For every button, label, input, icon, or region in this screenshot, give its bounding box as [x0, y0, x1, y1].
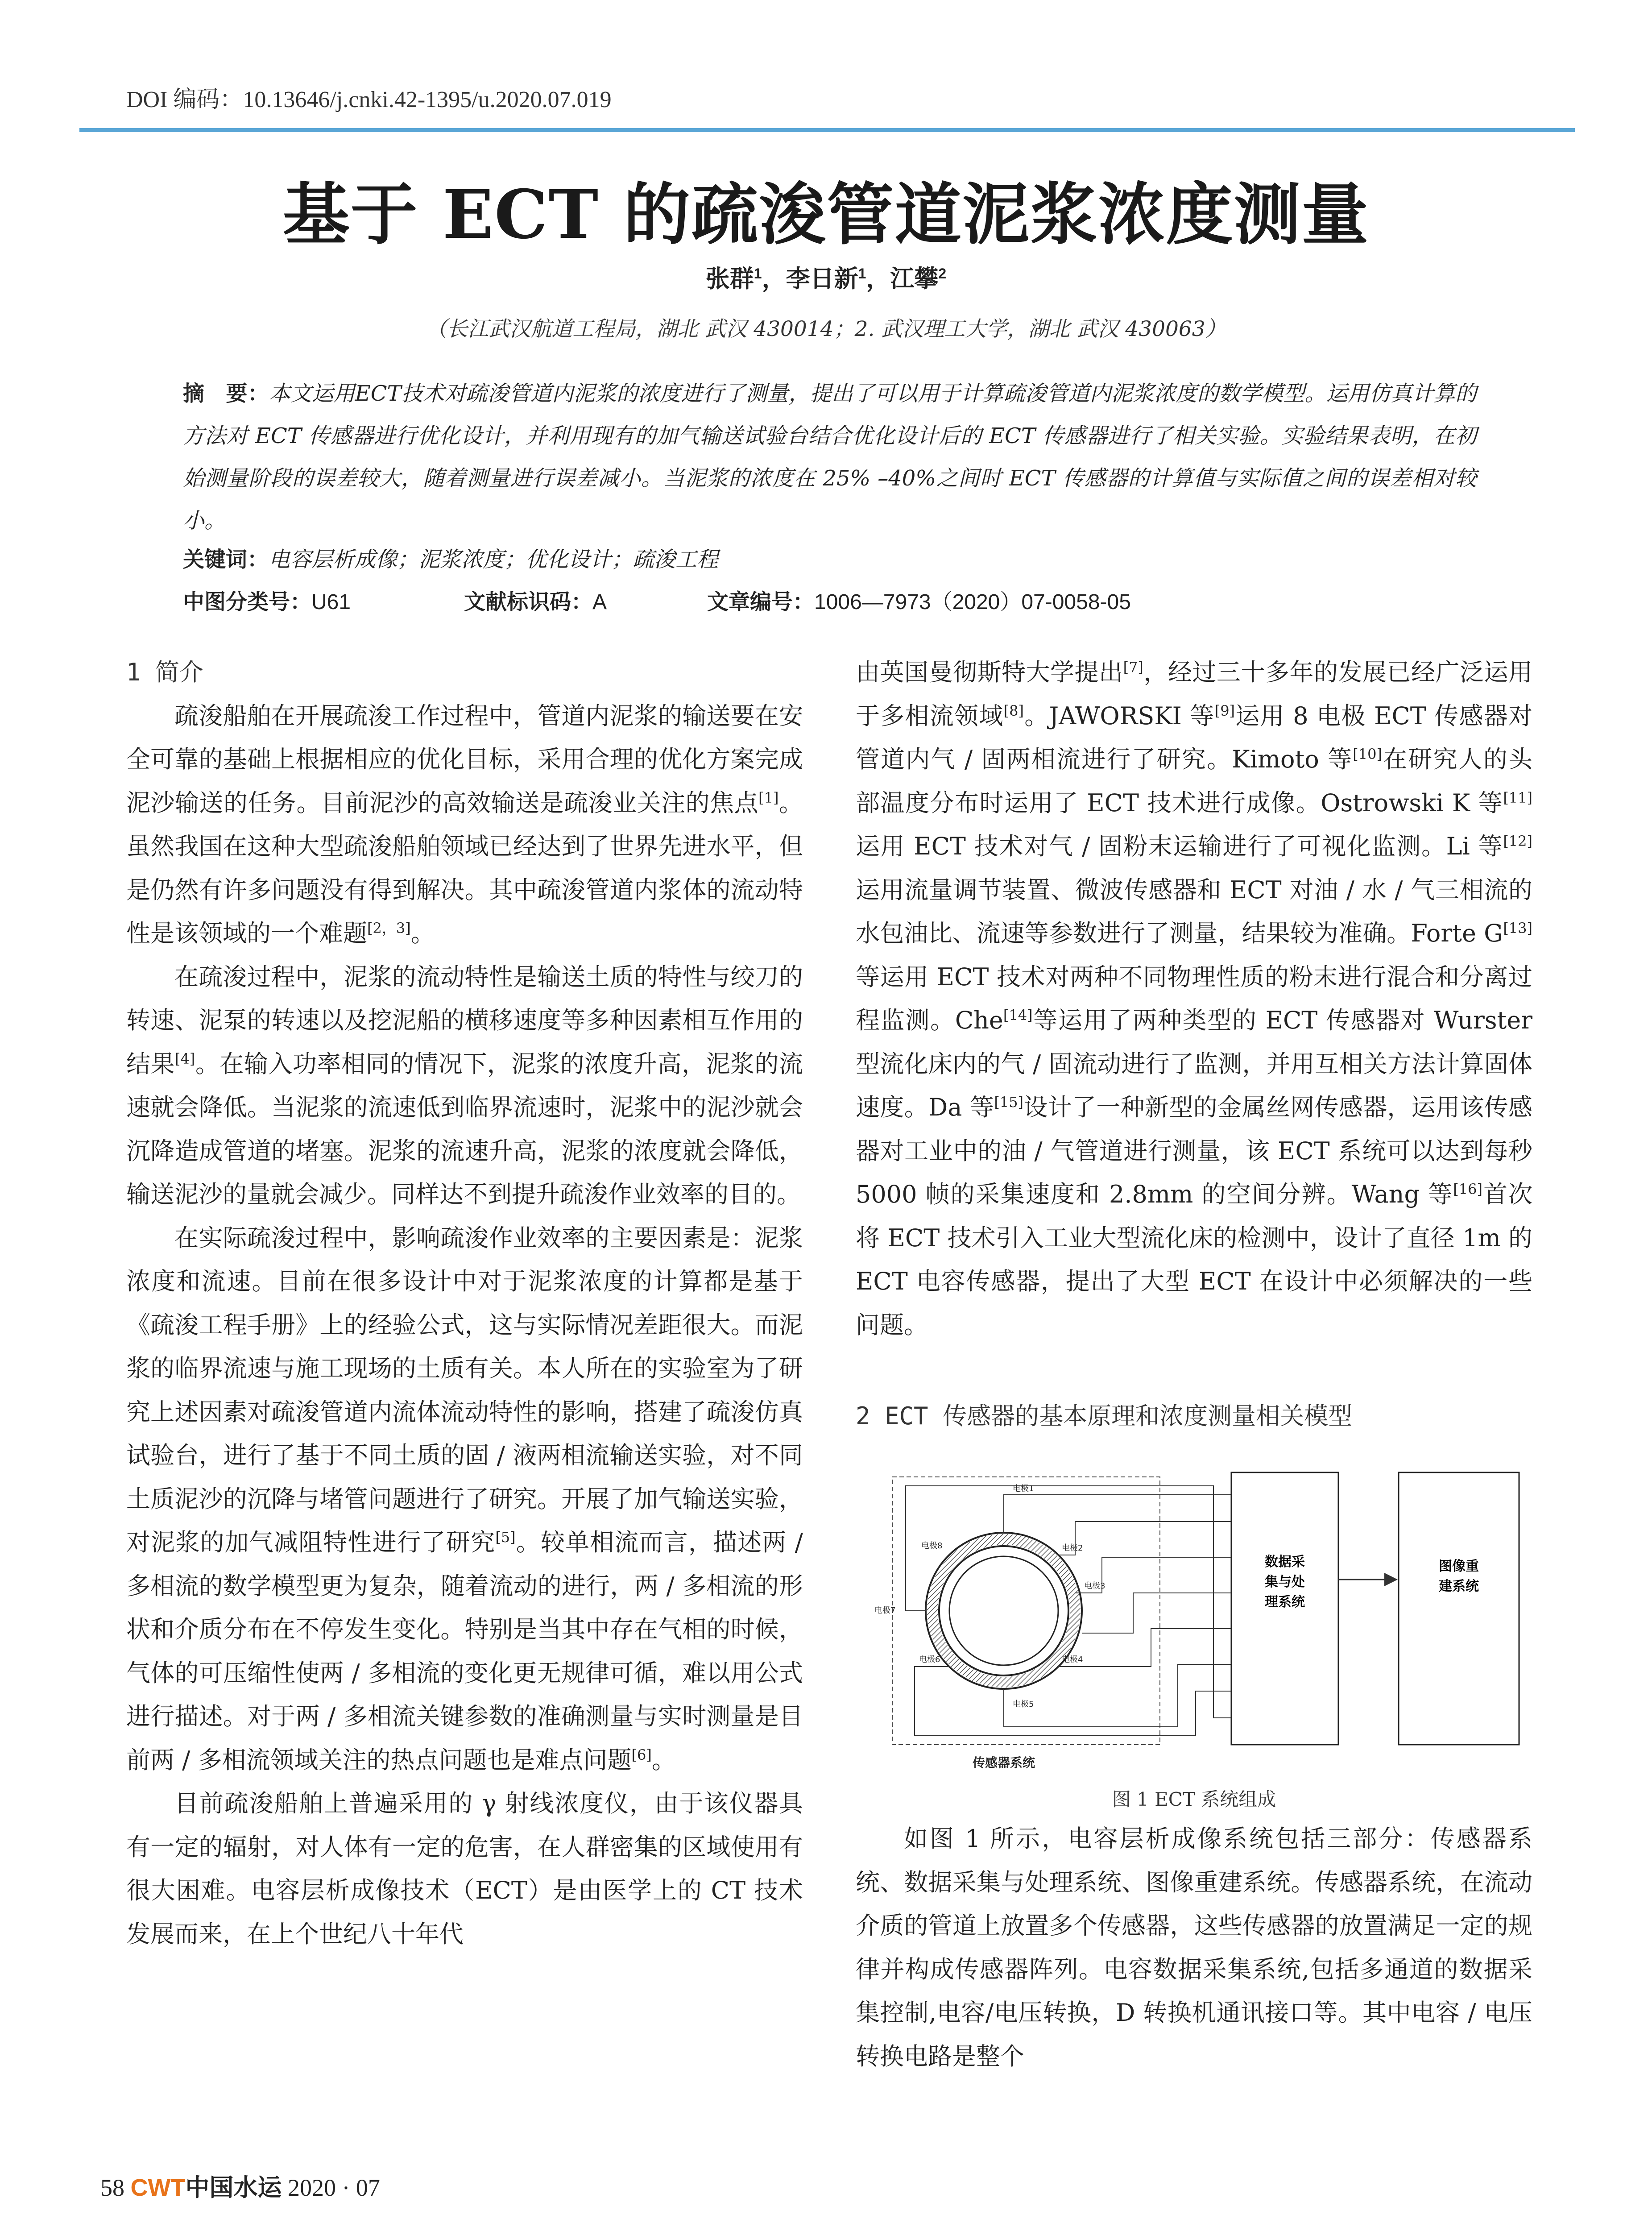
author-name: 李日新 [786, 265, 858, 292]
doc-label: 文献标识码： [464, 590, 593, 614]
page-footer [100, 2169, 380, 2203]
img-label-line: 建系统 [1439, 1579, 1479, 1594]
keywords-label: 关键词： [183, 548, 269, 572]
left-column [126, 651, 803, 1956]
right-column-top [856, 651, 1532, 1347]
issue-number: 2020 · 07 [287, 2174, 380, 2201]
header-rule [79, 128, 1575, 132]
citation: [2，3] [367, 920, 411, 937]
brand-logo-text: CWT [130, 2174, 186, 2201]
citation: [14] [1003, 1007, 1033, 1024]
pipe-bore [949, 1556, 1058, 1665]
electrode-ring [932, 1539, 1075, 1682]
author-name: 江攀 [890, 265, 939, 292]
figure-caption: 图 1 ECT 系统组成 [1112, 1788, 1276, 1810]
electrode-label: 电极1 [1013, 1484, 1034, 1493]
author-sup: 1 [754, 265, 762, 282]
art-label: 文章编号： [707, 590, 815, 614]
citation: [11] [1503, 789, 1532, 806]
paragraph: 在实际疏浚过程中，影响疏浚作业效率的主要因素是：泥浆浓度和流速。目前在很多设计中对于泥浆浓度的计算都是基于《疏浚工程手册》上的经验公式，这与实际情况差距很大。而泥浆的临界流速与施工现场的土质有关。本人所在的实验室为了研究上述因素对疏浚管道内流体流动特性的影响，搭建了疏浚仿真试验台，进行了基于不同土质的固 / 液两相流输送实验，对不同土质泥沙的沉降与堵管问题进行了研究。开展了加气输送实验，对泥浆的加气减阻特性进行了研究[5]。较单相流而言，描述两 / 多相流的数学模型更为复杂，随着流动的进行，两 / 多相流的形状和介质分布在不停发生变化。特别是当其中存在气相的时候，气体的可压缩性使两 / 多相流的变化更无规律可循，难以用公式进行描述。对于两 / 多相流关键参数的准确测量与实时测量是目前两 / 多相流领域关注的热点问题也是难点问题[6]。 [126, 1223, 803, 1774]
img-label-line: 图像重 [1439, 1559, 1479, 1574]
clc-label: 中图分类号： [183, 590, 312, 614]
citation: [5] [495, 1529, 516, 1546]
sensor-system-label: 传感器系统 [973, 1755, 1035, 1770]
keywords [183, 542, 1477, 573]
daq-label-line: 数据采 [1265, 1554, 1305, 1570]
daq-label-line: 理系统 [1265, 1594, 1305, 1610]
electrode-label: 电极3 [1084, 1581, 1105, 1591]
author-sep: ， [866, 265, 890, 292]
clc-value: U61 [311, 590, 351, 614]
abstract-text: 本文运用ECT技术对疏浚管道内泥浆的浓度进行了测量，提出了可以用于计算疏浚管道内泥浆浓度的数学模型。运用仿真计算的方法对 ECT 传感器进行优化设计，并利用现有的加气输送试验台结合优化设计后的 ECT 传感器进行了相关实验。实验结果表明，在初始测量阶段的误差较大，随着测量进行误差减小。当泥浆的浓度在 25% –40%之间时 ECT 传感器的计算值与实际值之间的误差相对较小。 [183, 381, 1477, 533]
doc-value: A [592, 590, 607, 614]
section-heading-2: 2 ECT 传感器的基本原理和浓度测量相关模型 [856, 1402, 1353, 1430]
electrode-label: 电极4 [1062, 1655, 1083, 1664]
daq-label-line: 集与处 [1265, 1574, 1305, 1590]
keywords-text: 电容层析成像；泥浆浓度；优化设计；疏浚工程 [269, 547, 719, 572]
article-title: 基于 ECT 的疏浚管道泥浆浓度测量 [282, 175, 1370, 254]
citation: [12] [1503, 833, 1532, 850]
article-number [707, 585, 1131, 615]
abstract-label: 摘 要： [183, 382, 269, 406]
right-column-bottom [856, 1817, 1532, 2078]
paragraph: 疏浚船舶在开展疏浚工作过程中，管道内泥浆的输送要在安全可靠的基础上根据相应的优化目标，采用合理的优化方案完成泥沙输送的任务。目前泥沙的高效输送是疏浚业关注的焦点[1]。虽然我国在这种大型疏浚船舶领域已经达到了世界先进水平，但是仍然有许多问题没有得到解决。其中疏浚管道内浆体的流动特性是该领域的一个难题[2，3]。 [126, 701, 803, 947]
electrode-label: 电极2 [1062, 1543, 1083, 1553]
pipe-inner-ring [939, 1546, 1068, 1675]
author-sup: 1 [858, 265, 866, 282]
citation: [16] [1453, 1181, 1482, 1198]
paragraph: 在疏浚过程中，泥浆的流动特性是输送土质的特性与绞刀的转速、泥泵的转速以及挖泥船的横移速度等多种因素相互作用的结果[4]。在输入功率相同的情况下，泥浆的浓度升高，泥浆的流速就会降低。当泥浆的流速低到临界流速时，泥浆中的泥沙就会沉降造成管道的堵塞。泥浆的流速升高，泥浆的浓度就会降低，输送泥沙的量就会减少。同样达不到提升疏浚作业效率的目的。 [126, 962, 803, 1208]
author-sep: ， [762, 265, 786, 292]
citation: [6] [631, 1746, 652, 1763]
clc-code [183, 585, 351, 615]
section-heading-1: 1 简介 [126, 658, 204, 686]
authors-line [0, 260, 1652, 294]
electrode-label: 电极5 [1013, 1700, 1034, 1709]
citation: [1] [758, 789, 779, 806]
paragraph: 目前疏浚船舶上普遍采用的 γ 射线浓度仪，由于该仪器具有一定的辐射，对人体有一定的危害，在人群密集的区域使用有很大困难。电容层析成像技术（ECT）是由医学上的 CT 技术发展而来，在上个世纪八十年代 [126, 1789, 803, 1948]
citation: [10] [1353, 746, 1382, 763]
abstract [183, 373, 1477, 542]
electrode-label: 电极6 [919, 1655, 940, 1664]
paragraph: 如图 1 所示，电容层析成像系统包括三部分：传感器系统、数据采集与处理系统、图像重建系统。传感器系统，在流动介质的管道上放置多个传感器，这些传感器的放置满足一定的规律并构成传感器阵列。电容数据采集系统,包括多通道的数据采集控制,电容/电压转换，D 转换机通讯接口等。其中电容 / 电压转换电路是整个 [856, 1825, 1532, 2070]
electrode-label: 电极7 [874, 1606, 896, 1615]
doi-line: DOI 编码：10.13646/j.cnki.42-1395/u.2020.07.019 [126, 87, 612, 112]
doc-code [464, 585, 607, 615]
citation: [15] [994, 1094, 1024, 1111]
citation: [8] [1003, 702, 1024, 719]
author-name: 张群 [705, 265, 754, 292]
magazine-name: 中国水运 [185, 2173, 282, 2202]
citation: [13] [1503, 920, 1532, 937]
citation: [4] [175, 1050, 195, 1067]
ect-system-diagram [865, 1459, 1535, 1780]
affiliation: （长江武汉航道工程局，湖北 武汉 430014；2. 武汉理工大学，湖北 武汉 430063） [426, 317, 1226, 341]
citation: [9] [1214, 702, 1235, 719]
electrode-label: 电极8 [921, 1541, 943, 1551]
image-reconstruction-box [1399, 1472, 1519, 1745]
page-number: 58 [100, 2174, 124, 2201]
citation: [7] [1123, 659, 1143, 676]
art-value: 1006—7973（2020）07-0058-05 [814, 590, 1131, 614]
author-sup: 2 [938, 265, 947, 282]
paragraph: 由英国曼彻斯特大学提出[7]，经过三十多年的发展已经广泛运用于多相流领域[8]。JAWORSKI 等[9]运用 8 电极 ECT 传感器对管道内气 / 固两相流进行了研究。Kimoto 等[10]在研究人的头部温度分布时运用了 ECT 技术进行成像。Ostrowski K 等[11]运用 ECT 技术对气 / 固粉末运输进行了可视化监测。Li 等[12]运用流量调节装置、微波传感器和 ECT 对油 / 水 / 气三相流的水包油比、流速等参数进行了测量，结果较为准确。Forte G[13]等运用 ECT 技术对两种不同物理性质的粉末进行混合和分离过程监测。Che[14]等运用了两种类型的 ECT 传感器对 Wurster 型流化床内的气 / 固流动进行了监测，并用互相关方法计算固体速度。Da 等[15]设计了一种新型的金属丝网传感器，运用该传感器对工业中的油 / 气管道进行测量，该 ECT 系统可以达到每秒 5000 帧的采集速度和 2.8mm 的空间分辨。Wang 等[16]首次将 ECT 技术引入工业大型流化床的检测中，设计了直径 1m 的 ECT 电容传感器，提出了大型 ECT 在设计中必须解决的一些问题。 [856, 658, 1533, 1339]
